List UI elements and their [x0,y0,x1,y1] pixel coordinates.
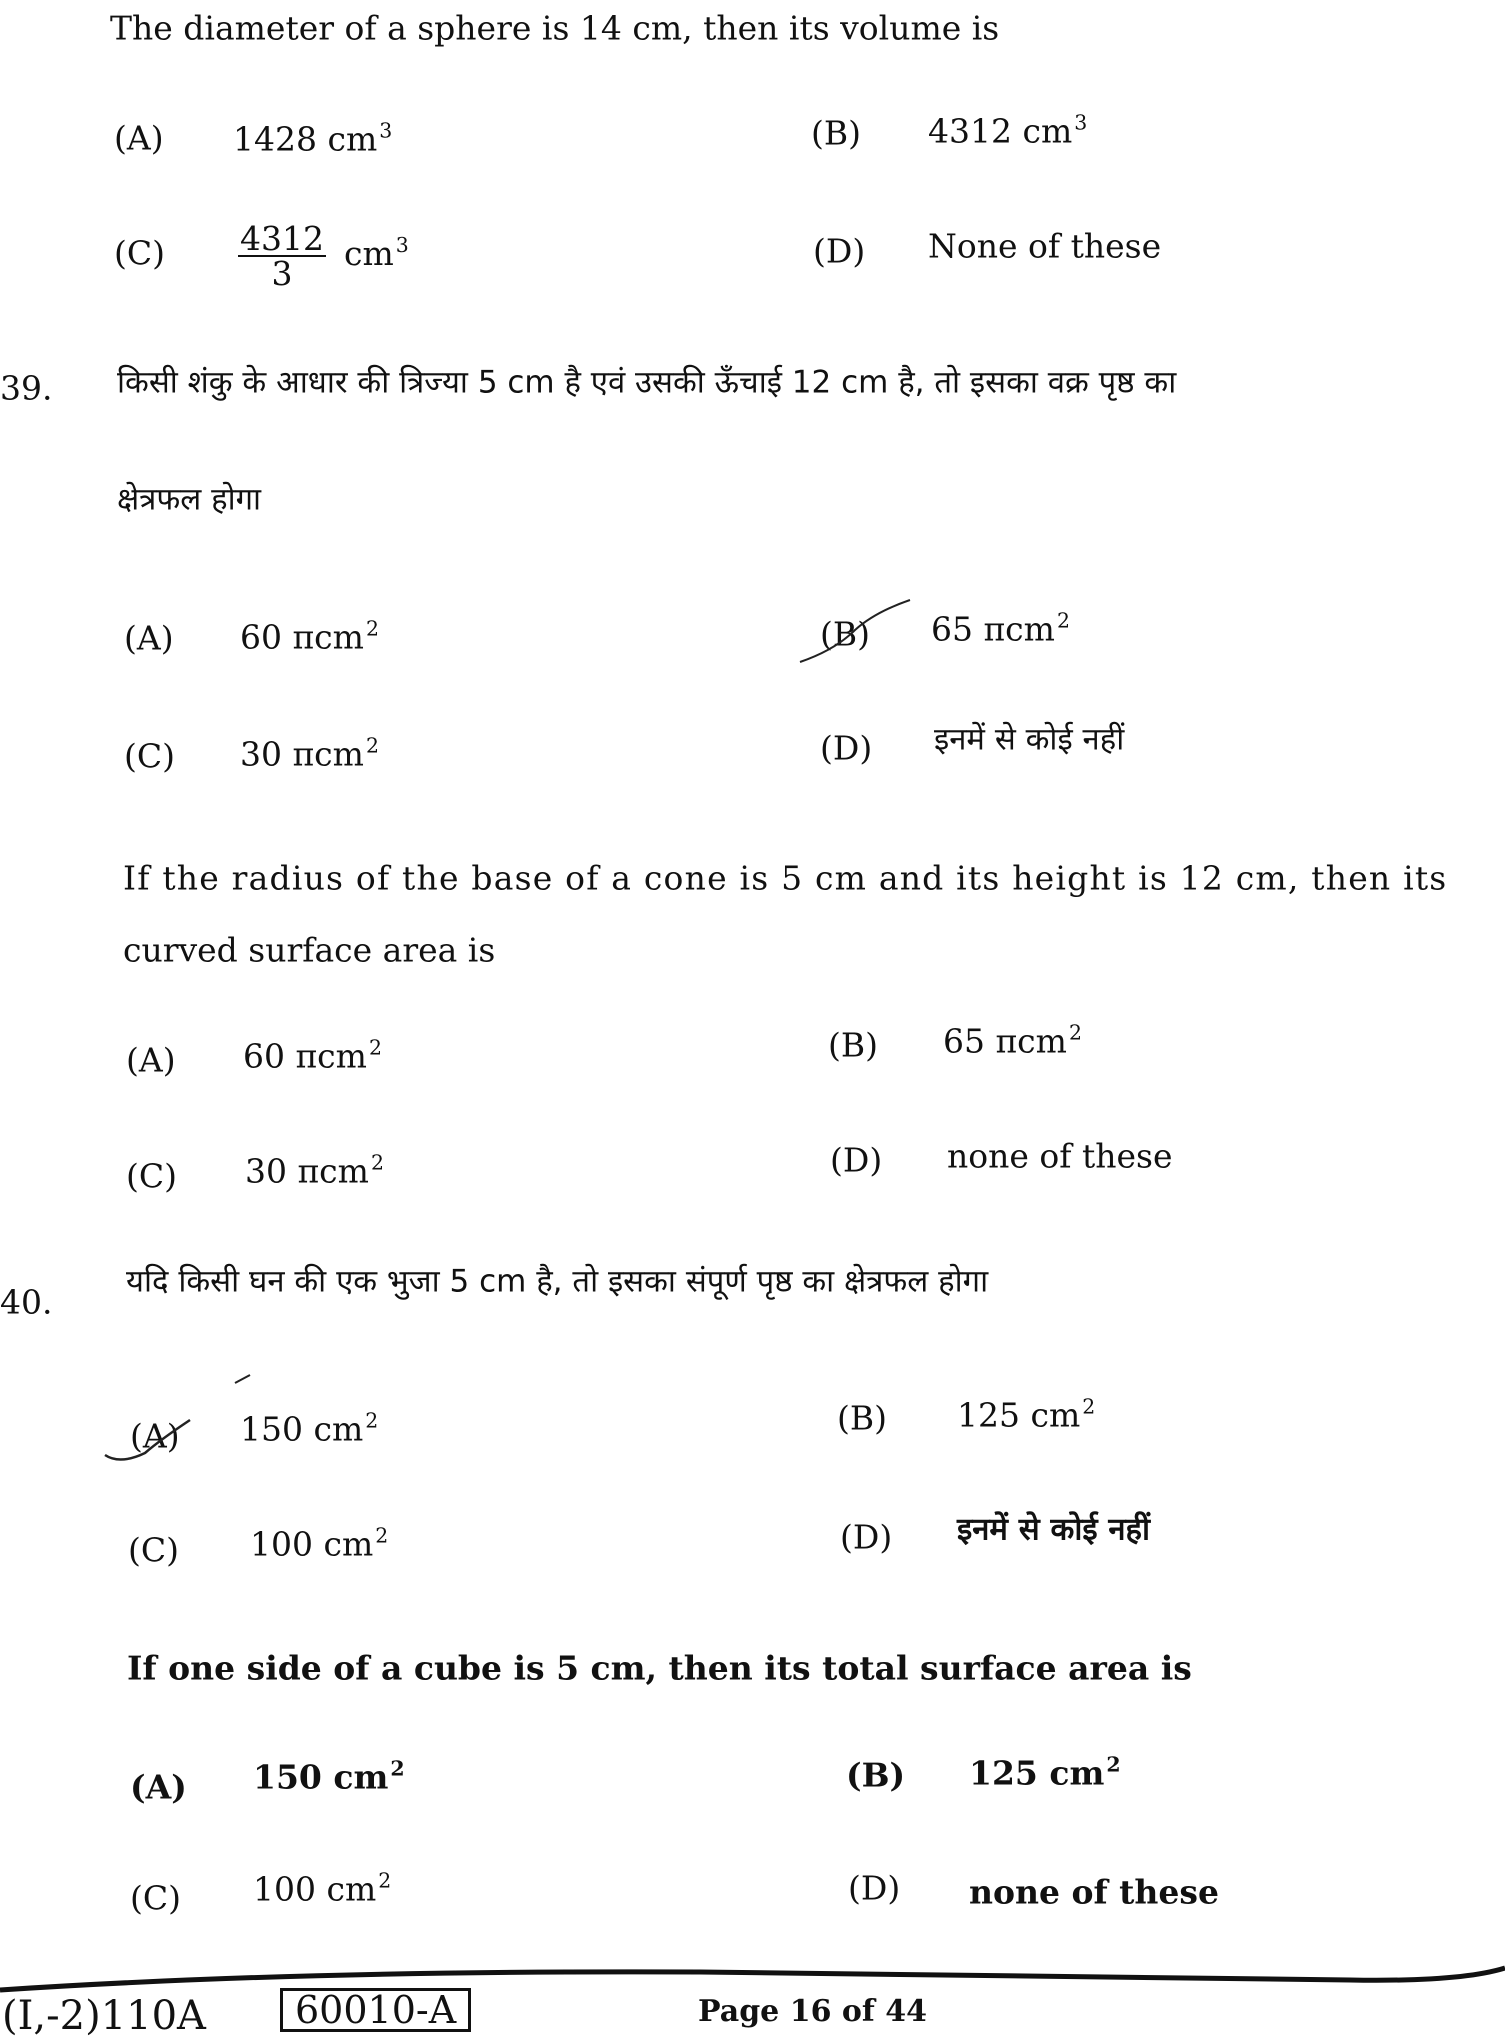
q38-option-c-label: (C) [114,233,165,273]
q39-hindi-line1: किसी शंकु के आधार की त्रिज्या 5 cm है एवं उसकी ऊँचाई 12 cm है, तो इसका वक्र पृष्ठ का [117,364,1177,401]
q40-hi-option-b-value: 125 $cm^2$ [957,1394,1096,1435]
q40-en-option-d-value: none of these [969,1872,1219,1912]
q40-en-option-c-label: (C) [130,1878,181,1918]
q39-en-option-b-value: 65 πcm$^2$ [943,1020,1082,1061]
q40-number: 40. [0,1282,53,1322]
q40-hi-option-b-label: (B) [837,1398,887,1438]
q38-option-b-value: 4312 $cm^3$ [928,110,1088,151]
q40-hi-option-a-label: (A) [130,1416,180,1456]
q39-en-option-b-label: (B) [828,1025,878,1065]
q40-english: If one side of a cube is 5 cm, then its total surface area is [127,1648,1192,1688]
q39-hi-option-c-label: (C) [124,736,175,776]
q40-hi-option-a-value: 150 $cm^2$ [240,1408,379,1449]
q38-option-d-label: (D) [813,231,866,271]
q38-option-d-value: None of these [928,226,1162,266]
q39-hi-option-a-label: (A) [124,618,174,658]
q40-en-option-b-label: (B) [846,1755,906,1795]
q40-hi-option-c-label: (C) [128,1530,179,1570]
q38-option-a-value: 1428 $cm^3$ [233,118,393,159]
q40-en-option-c-value: 100 $cm^2$ [253,1868,392,1909]
q38-option-a-label: (A) [114,118,164,158]
q39-en-option-d-value: none of these [947,1136,1173,1176]
q40-hi-option-d-label: (D) [840,1517,893,1557]
q38-question: The diameter of a sphere is 14 cm, then its volume is [110,8,1000,48]
q39-hindi-line2: क्षेत्रफल होगा [117,481,262,518]
q40-hi-option-c-value: 100 $cm^2$ [250,1523,389,1564]
footer-paper-code: (I,-2)110A [2,1993,206,2039]
q40-en-option-d-label: (D) [848,1868,901,1908]
q40-hindi: यदि किसी घन की एक भुजा 5 cm है, तो इसका संपूर्ण पृष्ठ का क्षेत्रफल होगा [126,1263,989,1300]
q39-hi-option-b-value: 65 πcm$^2$ [931,608,1070,649]
q40-en-option-a-label: (A) [130,1767,187,1807]
q38-option-c-value: $\frac{4312}{3}$ $cm^3$ [240,219,409,293]
q39-en-option-a-label: (A) [126,1040,176,1080]
q39-hi-option-a-value: 60 πcm$^2$ [240,616,379,657]
tick-mark-q39-b [795,600,915,670]
q40-hi-option-d-value: इनमें से कोई नहीं [957,1511,1151,1548]
q39-hi-option-c-value: 30 πcm$^2$ [240,733,379,774]
q39-hi-option-b-label: (B) [820,614,870,654]
q40-en-option-a-value: 150 $cm^2$ [253,1756,405,1797]
q39-en-option-d-label: (D) [830,1140,883,1180]
q39-english-line1: If the radius of the base of a cone is 5 cm and its height is 12 cm, then its [123,858,1448,898]
q39-hi-option-d-value: इनमें से कोई नहीं [934,721,1125,758]
q38-option-b-label: (B) [811,113,861,153]
q39-english-line2: curved surface area is [123,930,496,970]
q39-en-option-c-label: (C) [126,1156,177,1196]
footer-page-number: Page 16 of 44 [698,1994,927,2029]
q39-en-option-a-value: 60 πcm$^2$ [243,1035,382,1076]
tick-mark-q40-a [100,1375,220,1465]
q39-number: 39. [0,368,53,408]
footer-booklet-code: 60010-A [280,1988,471,2032]
q39-hi-option-d-label: (D) [820,728,873,768]
q39-en-option-c-value: 30 πcm$^2$ [245,1150,384,1191]
q40-en-option-b-value: 125 $cm^2$ [969,1752,1121,1793]
